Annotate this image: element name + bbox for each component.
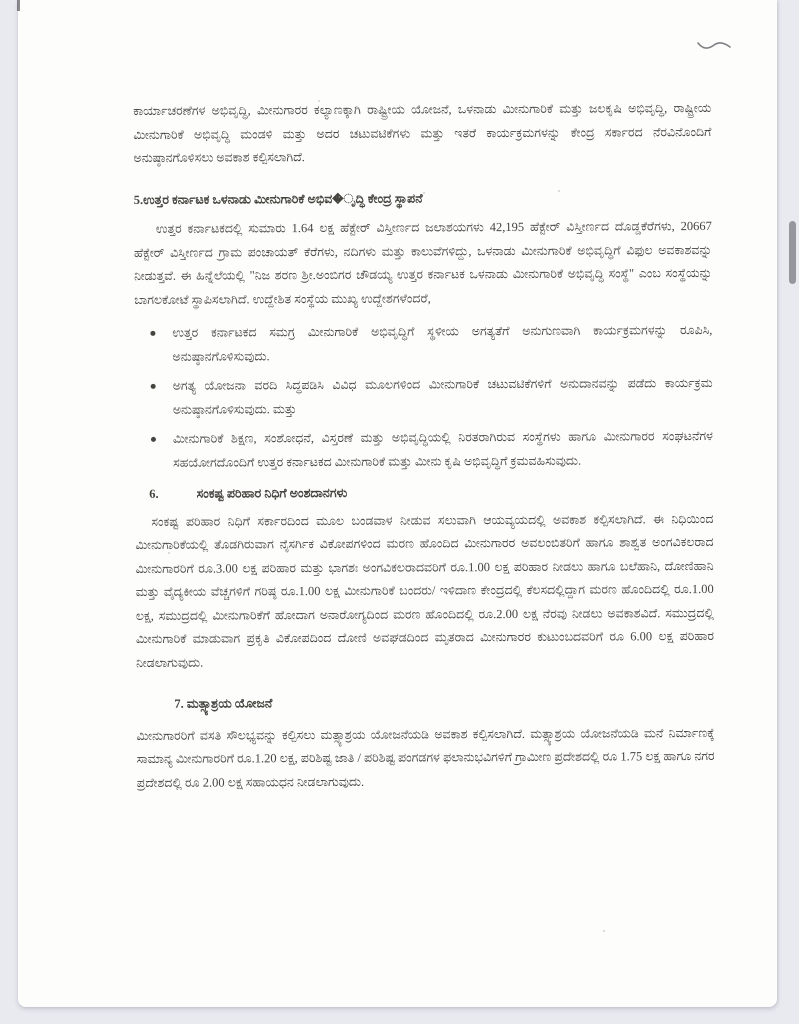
- document-page: [18, 0, 777, 1007]
- section-5-paragraph: ಉತ್ತರ ಕರ್ನಾಟಕದಲ್ಲಿ ಸುಮಾರು 1.64 ಲಕ್ಷ ಹೆಕ್ಟೇರ್ ವಿಸ್ತೀರ್ಣದ ಜಲಾಶಯಗಳು 42,195 ಹೆಕ್ಟೇರ್ ವಿಸ್ತೀರ್ಣದ ದೊಡ್ಡಕೆರೆಗಳು, 20667 ಹೆಕ್ಟೇರ್ ವಿಸ್ತೀರ್ಣದ ಗ್ರಾಮ ಪಂಚಾಯತ್ ಕೆರೆಗಳು, ನದಿಗಳು ಮತ್ತು ಕಾಲುವೆಗಳಿದ್ದು, ಒಳನಾಡು ಮೀನುಗಾರಿಕೆ ಅಭಿವೃದ್ಧಿಗೆ ವಿಫುಲ ಅವಕಾಶವನ್ನು ನೀಡುತ್ತವೆ. ಈ ಹಿನ್ನೆಲೆಯಲ್ಲಿ "ನಿಜ ಶರಣ ಶ್ರೀ.ಅಂಬಿಗರ ಚೌಡಯ್ಯ ಉತ್ತರ ಕರ್ನಾಟಕ ಒಳನಾಡು ಮೀನುಗಾರಿಕೆ ಅಭಿವೃದ್ಧಿ ಸಂಸ್ಥೆ" ಎಂಬ ಸಂಸ್ಥೆಯನ್ನು ಬಾಗಲಕೋಟೆ ಸ್ಥಾಪಿಸಲಾಗಿದೆ. ಉದ್ದೇಶಿತ ಸಂಸ್ಥೆಯ ಮುಖ್ಯ ಉದ್ದೇಶಗಳೆಂದರೆ,: [133, 218, 713, 307]
- bullet-dot-icon: [150, 331, 155, 336]
- bullet-text: ಉತ್ತರ ಕರ್ನಾಟಕದ ಸಮಗ್ರ ಮೀನುಗಾರಿಕೆ ಅಭಿವೃದ್ಧಿಗೆ ಸ್ಥಳೀಯ ಅಗತ್ಯತೆಗೆ ಅನುಗುಣವಾಗಿ ಕಾರ್ಯಕ್ರಮಗಳನ್ನು ರೂಪಿಸಿ, ಅನುಷ್ಠಾನಗೊಳಿಸುವುದು.: [172, 322, 713, 364]
- intro-paragraph: ಕಾರ್ಯಾಚರಣೆಗಳ ಅಭಿವೃದ್ಧಿ, ಮೀನುಗಾರರ ಕಲ್ಯಾಣಕ್ಕಾಗಿ ರಾಷ್ಟ್ರೀಯ ಯೋಜನೆ, ಒಳನಾಡು ಮೀನುಗಾರಿಕೆ ಮತ್ತು ಜಲಕೃಷಿ ಅಭಿವೃದ್ಧಿ, ರಾಷ್ಟ್ರೀಯ ಮೀನುಗಾರಿಕೆ ಅಭಿವೃದ್ಧಿ ಮಂಡಳಿ ಮತ್ತು ಅದರ ಚಟುವಟಿಕೆಗಳು ಮತ್ತು ಇತರೆ ಕಾರ್ಯಕ್ರಮಗಳನ್ನು ಕೇಂದ್ರ ಸರ್ಕಾರದ ನೆರವಿನೊಂದಿಗೆ ಅನುಷ್ಠಾನಗೊಳಿಸಲು ಅವಕಾಶ ಕಲ್ಪಿಸಲಾಗಿದೆ.: [133, 100, 712, 166]
- section-7-paragraph: ಮೀನುಗಾರರಿಗೆ ವಸತಿ ಸೌಲಭ್ಯವನ್ನು ಕಲ್ಪಿಸಲು ಮತ್ಸ್ಯಾಶ್ರಯ ಯೋಜನೆಯಡಿ ಅವಕಾಶ ಕಲ್ಪಿಸಲಾಗಿದೆ. ಮತ್ಸ್ಯಾಶ್ರಯ ಯೋಜನೆಯಡಿ ಮನೆ ನಿರ್ಮಾಣಕ್ಕೆ ಸಾಮಾನ್ಯ ಮೀನುಗಾರರಿಗೆ ರೂ.1.20 ಲಕ್ಷ, ಪರಿಶಿಷ್ಟ ಜಾತಿ / ಪರಿಶಿಷ್ಟ ಪಂಗಡಗಳ ಫಲಾನುಭವಿಗಳಿಗೆ ಗ್ರಾಮೀಣ ಪ್ರದೇಶದಲ್ಲಿ ರೂ 1.75 ಲಕ್ಷ ಹಾಗೂ ನಗರ ಪ್ರದೇಶದಲ್ಲಿ ರೂ 2.00 ಲಕ್ಷ ಸಹಾಯಧನ ನೀಡಲಾಗುವುದು.: [136, 725, 715, 790]
- page-text: [133, 97, 715, 795]
- bullet-text: ಅಗತ್ಯ ಯೋಜನಾ ವರದಿ ಸಿದ್ಧಪಡಿಸಿ ವಿವಿಧ ಮೂಲಗಳಿಂದ ಮೀನುಗಾರಿಕೆ ಚಟುವಟಿಕೆಗಳಿಗೆ ಅನುದಾನವನ್ನು ಪಡೆದು ಕಾರ್ಯಕ್ರಮ ಅನುಷ್ಠಾನಗೊಳಿಸುವುದು. ಮತ್ತು: [172, 375, 713, 417]
- scrollbar-thumb[interactable]: [789, 221, 796, 284]
- bullet-dot-icon: [151, 437, 156, 442]
- section-5-heading: 5.ಉತ್ತರ ಕರ್ನಾಟಕ ಒಳನಾಡು ಮೀನುಗಾರಿಕೆ ಅಭಿವ�ೃದ್ಧಿ ಕೇಂದ್ರ ಸ್ಥಾಪನೆ: [133, 190, 423, 207]
- bullet-item: [135, 372, 713, 422]
- section-6-title: ಸಂಕಷ್ಟ ಪರಿಹಾರ ನಿಧಿಗೆ ಅಂಶದಾನಗಳು: [196, 485, 348, 501]
- paper-edge-shadow: [17, 0, 20, 11]
- bullet-dot-icon: [151, 384, 156, 389]
- bullet-item: [134, 319, 712, 369]
- bullet-text: ಮೀನುಗಾರಿಕೆ ಶಿಕ್ಷಣ, ಸಂಶೋಧನೆ, ವಿಸ್ತರಣೆ ಮತ್ತು ಅಭಿವೃದ್ಧಿಯಲ್ಲಿ ನಿರತರಾಗಿರುವ ಸಂಸ್ಥೆಗಳು ಹಾಗೂ ಮೀನುಗಾರರ ಸಂಘಟನೆಗಳ ಸಹಯೋಗದೊಂದಿಗೆ ಉತ್ತರ ಕರ್ನಾಟಕದ ಮೀನುಗಾರಿಕೆ ಮತ್ತು ಮೀನು ಕೃಷಿ ಅಭಿವೃದ್ಧಿಗೆ ಕ್ರಮವಹಿಸುವುದು.: [172, 428, 713, 470]
- handwritten-squiggle-mark: [695, 36, 735, 56]
- section-6-paragraph: ಸಂಕಷ್ಟ ಪರಿಹಾರ ನಿಧಿಗೆ ಸರ್ಕಾರದಿಂದ ಮೂಲ ಬಂಡವಾಳ ನೀಡುವ ಸಲುವಾಗಿ ಆಯವ್ಯಯದಲ್ಲಿ ಅವಕಾಶ ಕಲ್ಪಿಸಲಾಗಿದೆ. ಈ ನಿಧಿಯಿಂದ ಮೀನುಗಾರಿಕೆಯಲ್ಲಿ ತೊಡಗಿರುವಾಗ ನೈಸರ್ಗಿಕ ವಿಕೋಪಗಳಿಂದ ಮರಣ ಹೊಂದಿದ ಮೀನುಗಾರರ ಅವಲಂಬಿತರಿಗೆ ಹಾಗೂ ಶಾಶ್ವತ ಅಂಗವಿಕಲರಾದ ಮೀನುಗಾರರಿಗೆ ರೂ.3.00 ಲಕ್ಷ ಪರಿಹಾರ ಮತ್ತು ಭಾಗಶಃ ಅಂಗವಿಕಲರಾದವರಿಗೆ ರೂ.1.00 ಲಕ್ಷ ಪರಿಹಾರ ನೀಡಲು ಹಾಗೂ ಬಲೆಹಾನಿ, ದೋಣಿಹಾನಿ ಮತ್ತು ವೈದ್ಯಕೀಯ ವೆಚ್ಚಗಳಿಗೆ ಗರಿಷ್ಠ ರೂ.1.00 ಲಕ್ಷ ಮೀನುಗಾರಿಕೆ ಬಂದರು/ ಇಳಿದಾಣ ಕೇಂದ್ರದಲ್ಲಿ ಕೆಲಸದಲ್ಲಿದ್ದಾಗ ಮರಣ ಹೊಂದಿದಲ್ಲಿ ರೂ.1.00 ಲಕ್ಷ, ಸಮುದ್ರದಲ್ಲಿ ಮೀನುಗಾರಿಕೆಗೆ ಹೋದಾಗ ಅನಾರೋಗ್ಯದಿಂದ ಮರಣ ಹೊಂದಿದಲ್ಲಿ ರೂ.2.00 ಲಕ್ಷ ನೆರವು ನೀಡಲು ಅವಕಾಶವಿದೆ. ಸಮುದ್ರದಲ್ಲಿ ಮೀನುಗಾರಿಕೆ ಮಾಡುವಾಗ ಪ್ರಕೃತಿ ವಿಕೋಪದಿಂದ ದೋಣಿ ಅವಘಡದಿಂದ ಮೃತರಾದ ಮೀನುಗಾರರ ಕುಟುಂಬದವರಿಗೆ ರೂ 6.00 ಲಕ್ಷ ಪರಿಹಾರ ನೀಡಲಾಗುವುದು.: [135, 511, 715, 670]
- bullet-item: [135, 425, 713, 475]
- section-7-heading: 7. ಮತ್ಸ್ಯಾಶ್ರಯ ಯೋಜನೆ: [174, 696, 273, 711]
- section-6-heading: [135, 480, 713, 507]
- objectives-bullet-list: [134, 319, 713, 475]
- section-6-number: 6.: [149, 486, 159, 501]
